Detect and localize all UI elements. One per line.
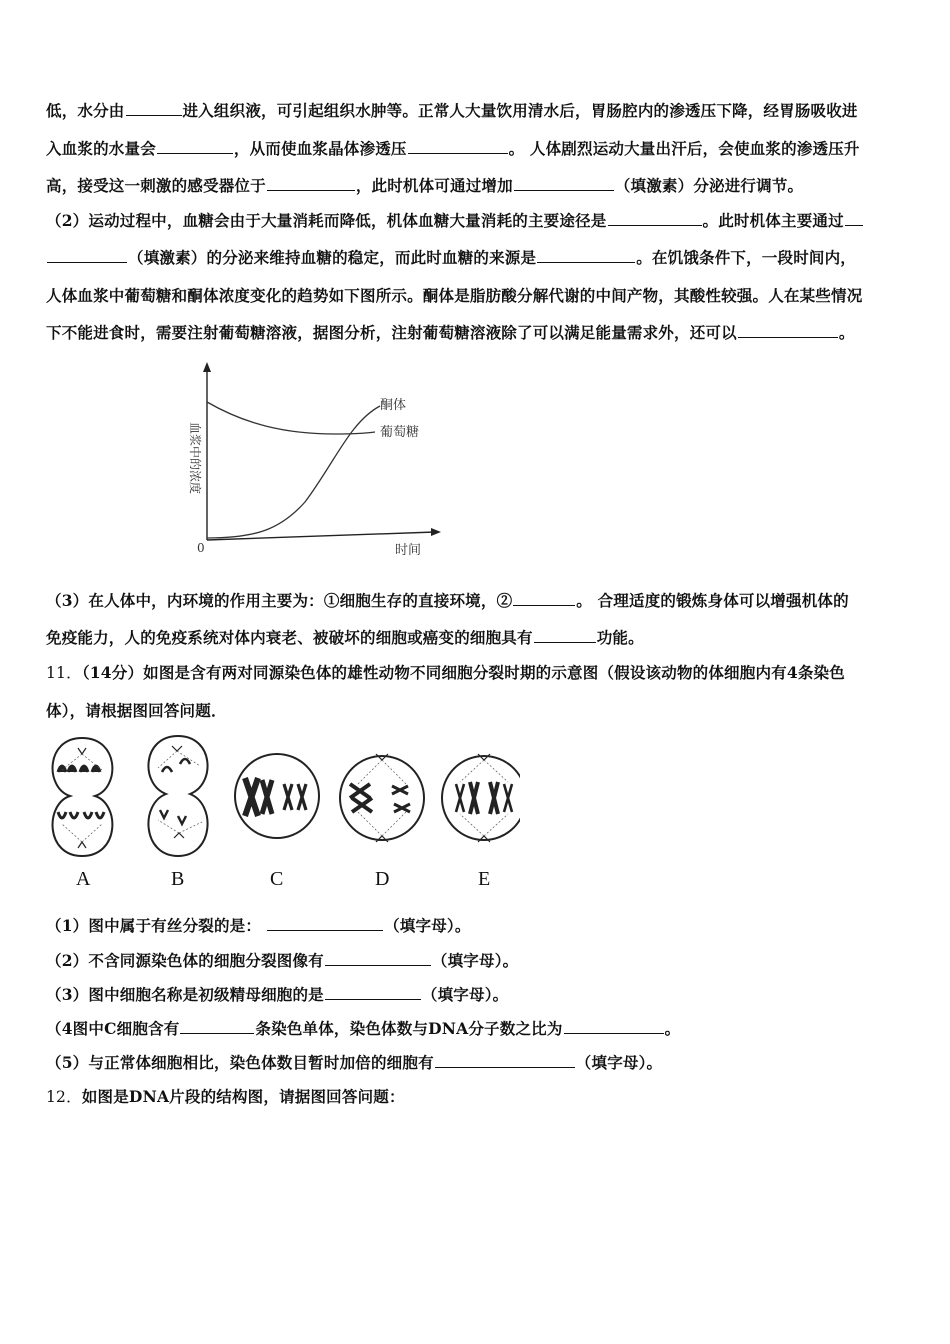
answer-blank[interactable] [180,1018,254,1034]
answer-blank[interactable] [267,175,355,191]
text: 。 合理适度的锻炼身体可以增强机体的 [576,591,849,610]
text: 免疫能力，人的免疫系统对体内衰老、被破坏的细胞或癌变的细胞具有 [46,628,533,647]
cell-c [235,754,319,838]
cell-label-d: D [375,868,390,890]
answer-blank[interactable] [157,138,233,154]
text: （3）在人体中，内环境的作用主要为：①细胞生存的直接环境，② [46,591,513,610]
text: 高，接受这一刺激的感受器位于 [46,176,266,195]
answer-blank[interactable] [325,984,421,1000]
text: 。此时机体主要通过 [702,211,844,230]
text: （14分）如图是含有两对同源染色体的雄性动物不同细胞分裂时期的示意图（假设该动物的体细胞内有4条染色 [81,663,845,682]
q11-sub-5 [46,1052,662,1074]
text: （填激素）的分泌来维持血糖的稳定，而此时血糖的来源是 [128,248,537,267]
text: 入血浆的水量会 [46,139,156,158]
text: 。 人体剧烈运动大量出汗后，会使血浆的渗透压升 [508,139,860,158]
q10-part2-line-4 [46,322,855,344]
q10-line-2 [46,138,860,160]
q11-sub-3 [46,984,508,1006]
cell-label-a: A [76,868,91,890]
text: （3）图中细胞名称是初级精母细胞的是 [46,985,324,1004]
q10-part3-line-1 [46,590,849,612]
text: （填字母）。 [575,1053,663,1072]
answer-blank[interactable] [408,138,508,154]
x-axis-arrow [431,528,441,536]
y-axis-label: 血浆中的浓度 [188,422,202,495]
cell-label-e: E [478,868,491,890]
text: 功能。 [596,628,644,647]
text: ，此时机体可通过增加 [355,176,513,195]
text: 进入组织液，可引起组织水肿等。正常人大量饮用清水后，胃肠腔内的渗透压下降，经胃肠吸收进 [182,101,858,120]
cell-label-c: C [270,868,284,890]
q12-intro [46,1086,405,1108]
text: （填激素）分泌进行调节。 [614,176,804,195]
text: 。 [838,323,855,342]
answer-blank[interactable] [513,590,575,606]
cell-label-b: B [171,868,185,890]
q11-sub-1 [46,915,471,937]
glucose-label: 葡萄糖 [380,425,420,440]
ketone-label: 酮体 [380,398,407,413]
cell-b [148,736,207,856]
cell-d [340,754,424,842]
x-axis-label: 时间 [395,543,422,558]
q11-sub-2 [46,950,518,972]
q10-line-1 [46,100,858,122]
q11-intro-line-1 [46,662,845,684]
q10-part3-line-2 [46,627,644,649]
q10-part2-line-2 [46,247,856,269]
answer-blank[interactable] [435,1052,575,1068]
answer-blank[interactable] [738,322,838,338]
text: 下不能进食时，需要注射葡萄糖溶液，据图分析，注射葡萄糖溶液除了可以满足能量需求外，还可以 [46,323,737,342]
cell-division-figure [40,728,520,868]
ketone-curve [207,406,380,538]
text: 。在饥饿条件下，一段时间内， [636,248,857,267]
cell-e [442,754,520,842]
answer-blank[interactable] [537,247,635,263]
text: （填字母）。 [421,985,509,1004]
answer-blank[interactable] [514,175,614,191]
text: 体），请根据图回答问题． [46,701,227,720]
answer-blank[interactable] [845,210,863,226]
text: 。 [664,1019,681,1038]
q10-part2-line-3 [46,285,862,307]
text: （2）运动过程中，血糖会由于大量消耗而降低，机体血糖大量消耗的主要途径是 [46,211,607,230]
glucose-curve [207,402,375,434]
answer-blank[interactable] [126,100,182,116]
answer-blank[interactable] [564,1018,664,1034]
concentration-time-graph [185,362,455,562]
text: （填字母）。 [384,916,471,935]
q10-line-3 [46,175,803,197]
origin-label: 0 [197,541,205,555]
text: （5）与正常体细胞相比，染色体数目暂时加倍的细胞有 [46,1053,434,1072]
question-number: 11． [46,664,82,682]
question-number: 12． [46,1088,82,1106]
text: 低，水分由 [46,101,125,120]
text: （填字母）。 [431,951,519,970]
q10-part2-line-1 [46,210,864,232]
answer-blank[interactable] [325,950,431,966]
answer-blank[interactable] [267,915,383,931]
text: 如图是DNA片段的结构图，请据图回答问题： [81,1087,405,1106]
text: 人体血浆中葡萄糖和酮体浓度变化的趋势如下图所示。酮体是脂肪酸分解代谢的中间产物，其酸性较强。人在某些情况 [46,286,863,305]
answer-blank[interactable] [47,247,127,263]
text: （2）不含同源染色体的细胞分裂图像有 [46,951,324,970]
cell-a [53,738,113,856]
text: ，从而使血浆晶体渗透压 [233,139,407,158]
text: （1）图中属于有丝分裂的是： [46,916,262,935]
text: （4图中C细胞含有 [46,1019,180,1038]
y-axis-arrow [203,362,211,372]
answer-blank[interactable] [534,627,596,643]
q11-intro-line-2 [46,700,227,722]
q11-sub-4 [46,1018,680,1040]
answer-blank[interactable] [608,210,702,226]
text: 条染色单体，染色体数与DNA分子数之比为 [255,1019,563,1038]
